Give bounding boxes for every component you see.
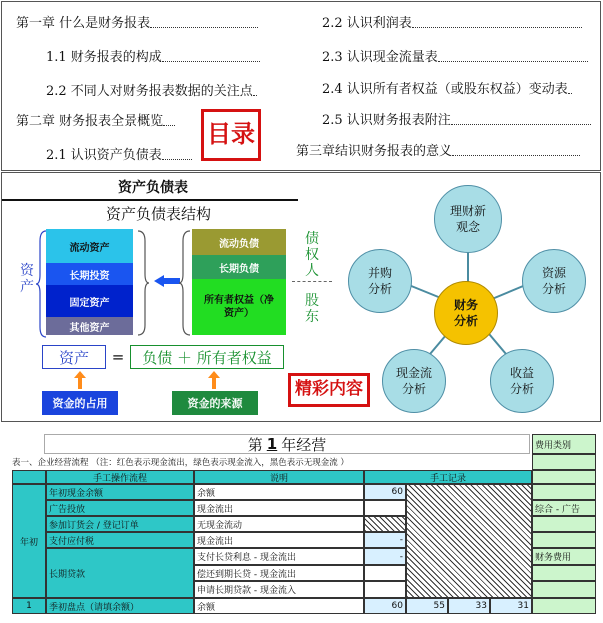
header-blank <box>12 470 46 484</box>
source-of-funds: 资金的来源 <box>172 391 258 415</box>
toc-entry[interactable] <box>16 110 202 129</box>
node-finance-concept[interactable]: 理财新观念 <box>434 185 502 253</box>
asset-other: 其他资产 <box>46 317 133 335</box>
toc-entry-text: 2.2 认识利润表 <box>322 16 412 31</box>
eq-equals: = <box>111 348 125 366</box>
toc-panel <box>1 1 601 171</box>
toc-entry-text: 1.1 财务报表的构成 <box>46 50 162 65</box>
proc-cell: 参加订货会 / 登记订单 <box>46 516 194 532</box>
proc-cell: 长期贷款 <box>46 548 194 598</box>
toc-entry-text: 2.1 认识资产负债表 <box>46 148 162 163</box>
toc-entry[interactable] <box>16 12 278 31</box>
node-center-finance[interactable]: 财务分析 <box>434 281 498 345</box>
proc-cell: 支付应付税 <box>46 532 194 548</box>
creditor-label: 债权人 <box>305 231 319 280</box>
right-brace-open <box>136 229 150 337</box>
liab-current: 流动负债 <box>192 229 286 255</box>
assets-label: 资产 <box>20 263 34 296</box>
toc-entry[interactable] <box>322 109 594 128</box>
table-note: 表一、企业经营流程 （注：红色表示现金流出，绿色表示现金流入，黑色表示无现金流 ） <box>12 458 349 468</box>
desc-cell: 申请长期贷款 - 现金流入 <box>194 581 364 598</box>
toc-entry-text: 第三章结识财务报表的意义 <box>296 144 453 159</box>
toc-entry-text: 2.4 认识所有者权益（或股东权益）变动表 <box>322 82 568 97</box>
section-label: 年初 <box>12 484 46 598</box>
record-cell[interactable] <box>364 581 406 598</box>
record-cell[interactable]: - <box>364 532 406 548</box>
record-cell[interactable]: 31 <box>490 598 532 614</box>
desc-cell: 无现金流动 <box>194 516 364 532</box>
record-cell[interactable]: 33 <box>448 598 490 614</box>
node-revenue-analysis[interactable]: 收益分析 <box>490 349 554 413</box>
fee-cell <box>532 565 596 581</box>
eq-assets: 资产 <box>42 345 106 369</box>
header-record: 手工记录 <box>364 470 532 484</box>
toc-entry[interactable] <box>322 12 594 31</box>
desc-cell: 余额 <box>194 598 364 614</box>
use-of-funds: 资金的占用 <box>42 391 118 415</box>
node-merger-analysis[interactable]: 并购分析 <box>348 249 412 313</box>
fee-cell <box>532 484 596 500</box>
record-cell[interactable]: 60 <box>364 484 406 500</box>
arrow-up-icon <box>74 371 86 389</box>
toc-entry[interactable] <box>46 144 202 163</box>
desc-cell: 偿还到期长贷 - 现金流出 <box>194 565 364 581</box>
fee-cell <box>532 581 596 598</box>
record-cell[interactable] <box>364 565 406 581</box>
desc-cell: 现金流出 <box>194 532 364 548</box>
row-index: 1 <box>12 598 46 614</box>
eq-right: 负债 ＋ 所有者权益 <box>130 345 284 369</box>
hatched-area <box>406 484 532 598</box>
fee-cell: 综合 - 广告 <box>532 500 596 516</box>
toc-entry-text: 第一章 什么是财务报表 <box>16 16 151 31</box>
desc-cell: 支付长贷利息 - 现金流出 <box>194 548 364 565</box>
header-process: 手工操作流程 <box>46 470 194 484</box>
balance-subtitle: 资产负债表结构 <box>106 205 212 223</box>
record-cell[interactable]: - <box>364 548 406 565</box>
fee-cell <box>532 470 596 484</box>
content-stamp: 精彩内容 <box>288 373 370 407</box>
fee-cell <box>532 532 596 548</box>
record-cell-hatched <box>364 516 406 532</box>
toc-entry-text: 2.5 认识财务报表附注 <box>322 113 451 128</box>
asset-longterm: 长期投资 <box>46 263 133 285</box>
liab-longterm: 长期负债 <box>192 255 286 279</box>
desc-cell: 余额 <box>194 484 364 500</box>
desc-cell: 现金流出 <box>194 500 364 516</box>
header-desc: 说明 <box>194 470 364 484</box>
toc-entry[interactable] <box>46 80 280 99</box>
fee-header: 费用类别 <box>532 434 596 454</box>
owners-equity: 所有者权益（净资产） <box>192 279 286 335</box>
fee-cell <box>532 598 596 614</box>
fee-cell: 财务费用 <box>532 548 596 565</box>
fee-cell <box>532 516 596 532</box>
arrow-up-icon <box>208 371 220 389</box>
shareholder-label: 股东 <box>305 293 319 326</box>
year-title: 第 1 年经营 <box>44 434 530 454</box>
toc-stamp: 目录 <box>201 109 261 161</box>
toc-entry[interactable] <box>322 78 600 97</box>
record-cell[interactable] <box>364 500 406 516</box>
node-resource-analysis[interactable]: 资源分析 <box>522 249 586 313</box>
toc-entry-text: 第二章 财务报表全景概览 <box>16 114 164 129</box>
asset-fixed: 固定资产 <box>46 285 133 317</box>
balance-title: 资产负债表 <box>118 180 188 196</box>
proc-cell: 年初现金余额 <box>46 484 194 500</box>
dashed-divider <box>292 281 332 282</box>
title-divider <box>2 199 298 201</box>
fee-cell <box>532 454 596 470</box>
liab-brace <box>178 229 192 337</box>
record-cell[interactable]: 60 <box>364 598 406 614</box>
record-cell[interactable]: 55 <box>406 598 448 614</box>
toc-entry[interactable] <box>322 46 594 65</box>
node-cashflow-analysis[interactable]: 现金流分析 <box>382 349 446 413</box>
toc-entry-text: 2.3 认识现金流量表 <box>322 50 438 65</box>
balance-sheet-panel <box>1 172 601 422</box>
toc-entry[interactable] <box>46 46 278 65</box>
proc-cell: 季初盘点（请填余额） <box>46 598 194 614</box>
proc-cell: 广告投放 <box>46 500 194 516</box>
asset-current: 流动资产 <box>46 229 133 263</box>
toc-entry[interactable] <box>296 140 596 159</box>
toc-entry-text: 2.2 不同人对财务报表数据的关注点 <box>46 84 253 99</box>
